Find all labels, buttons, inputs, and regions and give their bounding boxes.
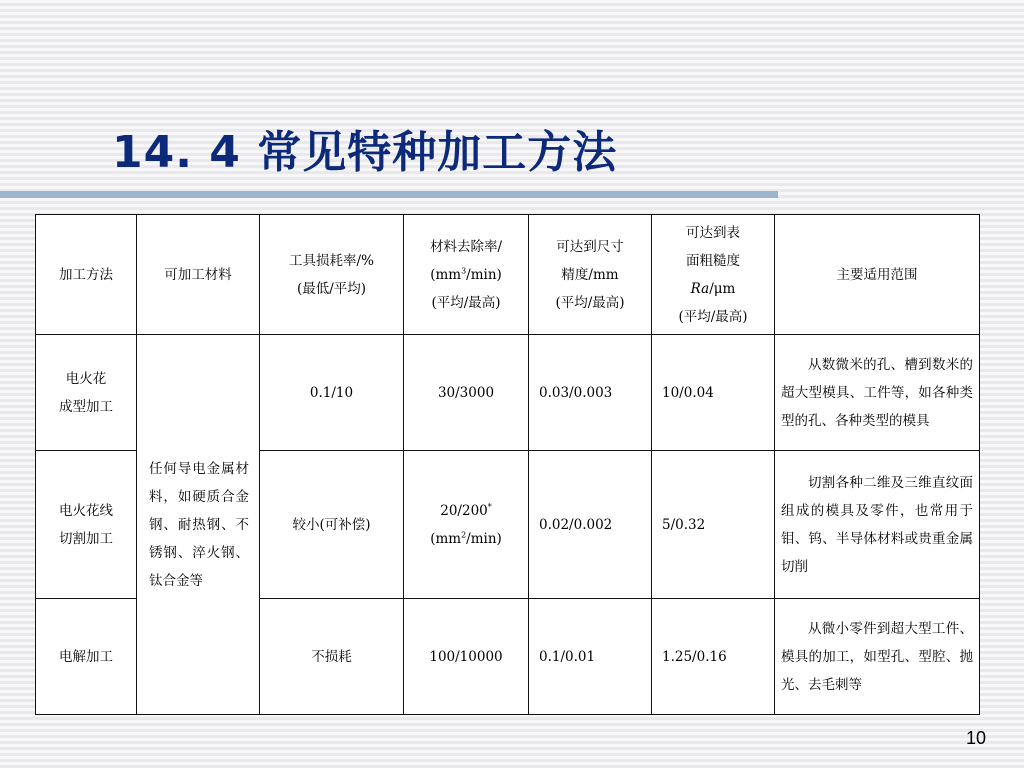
table-header-row	[36, 215, 980, 335]
header-roughness-line4: (平均/最高)	[678, 308, 748, 325]
header-removal-line1: 材料去除率/	[429, 238, 503, 255]
header-precision	[529, 215, 652, 335]
method-line2: 成型加工	[59, 398, 113, 415]
precision-cell: 0.02/0.002	[529, 451, 652, 599]
header-removal-unit-sup: 3	[461, 266, 467, 275]
removal-rate-unit-pre: (mm	[430, 530, 462, 547]
method-line1: 电火花线	[59, 502, 113, 519]
method-cell	[36, 335, 137, 451]
header-material: 可加工材料	[137, 215, 260, 335]
tool-wear-cell: 不损耗	[260, 599, 404, 715]
scope-cell: 切割各种二维及三维直纹面组成的模具及零件，也常用于钼、钨、半导体材料或贵重金属切削	[775, 451, 980, 599]
header-tool-wear	[260, 215, 404, 335]
header-method: 加工方法	[36, 215, 137, 335]
title-underline	[0, 191, 778, 198]
page-number: 10	[966, 728, 987, 748]
header-roughness-line2: 面粗糙度	[686, 252, 740, 269]
method-line2: 切割加工	[59, 530, 113, 547]
scope-cell: 从微小零件到超大型工件、模具的加工，如型孔、型腔、抛光、去毛刺等	[775, 599, 980, 715]
removal-rate-star: *	[487, 502, 492, 511]
roughness-cell: 1.25/0.16	[652, 599, 775, 715]
header-roughness	[652, 215, 775, 335]
method-cell: 电解加工	[36, 599, 137, 715]
header-tool-wear-line1: 工具损耗率/%	[289, 252, 374, 269]
header-roughness-line1: 可达到表	[686, 224, 740, 241]
header-removal-unit-post: /min)	[466, 266, 502, 283]
removal-rate-cell	[404, 451, 529, 599]
header-removal-unit	[410, 261, 522, 289]
precision-cell: 0.1/0.01	[529, 599, 652, 715]
removal-rate-value	[410, 497, 522, 525]
header-removal-line3: (平均/最高)	[431, 294, 501, 311]
scope-cell: 从数微米的孔、槽到数米的超大型模具、工件等，如各种类型的孔、各种类型的模具	[775, 335, 980, 451]
removal-rate-unit-post: /min)	[466, 530, 502, 547]
precision-cell: 0.03/0.003	[529, 335, 652, 451]
header-precision-line3: (平均/最高)	[555, 294, 625, 311]
roughness-cell: 10/0.04	[652, 335, 775, 451]
header-roughness-line3	[658, 275, 768, 303]
removal-rate-unit	[410, 525, 522, 553]
header-precision-line1: 可达到尺寸	[556, 238, 624, 255]
header-removal-rate	[404, 215, 529, 335]
roughness-cell: 5/0.32	[652, 451, 775, 599]
header-roughness-ra: Ra	[690, 280, 710, 297]
shared-material-cell: 任何导电金属材料，如硬质合金钢、耐热钢、不锈钢、淬火钢、钛合金等	[137, 335, 260, 715]
method-cell	[36, 451, 137, 599]
special-machining-table	[35, 214, 980, 715]
header-scope: 主要适用范围	[775, 215, 980, 335]
removal-rate-cell: 30/3000	[404, 335, 529, 451]
slide-title: 14. 4 常见特种加工方法	[112, 127, 618, 178]
header-precision-line2: 精度/mm	[561, 266, 619, 283]
method-line1: 电火花	[65, 370, 107, 387]
header-removal-unit-pre: (mm	[430, 266, 462, 283]
tool-wear-cell: 0.1/10	[260, 335, 404, 451]
removal-rate-unit-sup: 2	[461, 530, 467, 539]
table-row	[36, 335, 980, 451]
tool-wear-cell: 较小(可补偿)	[260, 451, 404, 599]
header-roughness-unit: /μm	[709, 280, 736, 297]
removal-rate-cell: 100/10000	[404, 599, 529, 715]
removal-rate-number: 20/200	[440, 502, 488, 519]
header-tool-wear-line2: (最低/平均)	[296, 280, 367, 297]
